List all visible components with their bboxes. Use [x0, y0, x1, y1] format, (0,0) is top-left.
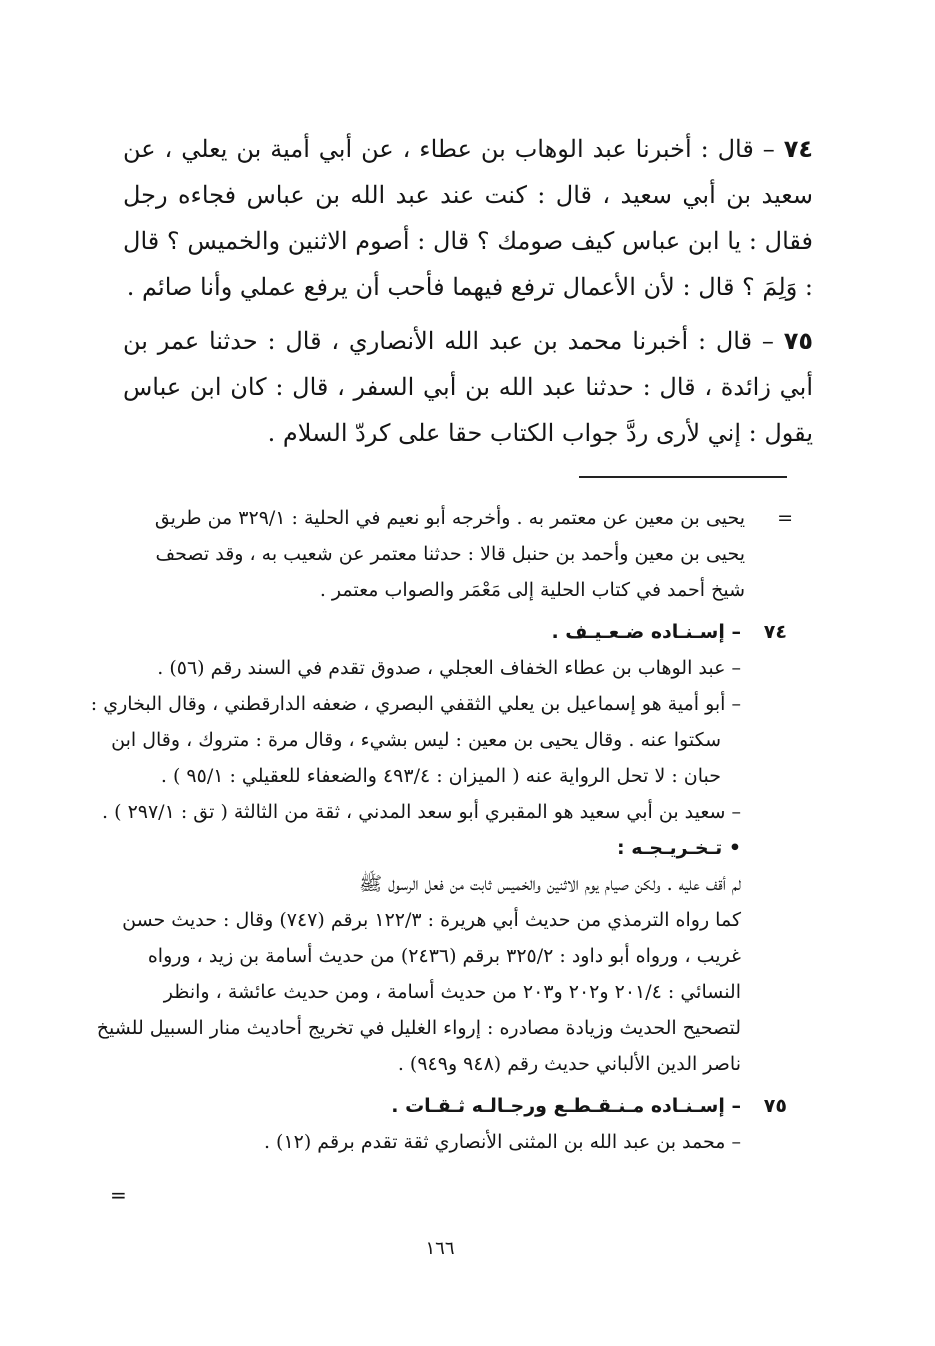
footnote-number: ٧٤ — [763, 621, 787, 643]
hadith-number: ٧٤ — [783, 135, 813, 163]
footnote-line: يحيى بن معين عن معتمر به . وأخرجه أبو نعيم في الحلية : ٣٢٩/١ من طريق — [154, 507, 745, 529]
narrator-item: – أبو أمية هو إسماعيل بن يعلي الثقفي البصري ، ضعفه الدارقطني ، وقال البخاري : — [90, 693, 741, 715]
paragraph-74 — [123, 126, 813, 310]
continuation-mark: = — [777, 507, 793, 529]
takhrij-line: غريب ، ورواه أبو داود : ٣٢٥/٢ برقم (٢٤٣٦) من حديث أسامة بن زيد ، ورواه — [147, 945, 741, 967]
footnote-heading-text: – إسـنـاده مـنـقـطـع ورجـالـه ثـقـات . — [391, 1095, 741, 1117]
paragraph-75 — [123, 318, 813, 456]
page-number: ١٦٦ — [425, 1238, 455, 1259]
footnotes — [90, 500, 793, 1160]
footnote-heading-74 — [123, 614, 787, 650]
footnote-line: يحيى بن معين وأحمد بن حنبل قالا : حدثنا معتمر عن شعيب به ، وقد تصحف — [155, 543, 745, 565]
takhrij-line: كما رواه الترمذي من حديث أبي هريرة : ١٢٢/٣ برقم (٧٤٧) وقال : حديث حسن — [122, 909, 741, 931]
continuation-mark: = — [110, 1183, 127, 1207]
takhrij-line: لتصحيح الحديث وزيادة مصادره : إرواء الغليل في تخريج أحاديث منار السبيل للشيخ — [96, 1017, 741, 1039]
footnote-number: ٧٥ — [763, 1095, 787, 1117]
narrator-item-continued: حبان : لا تحل الرواية عنه ( الميزان : ٤٩٣/٤ والضعفاء للعقيلي : ٩٥/١ ) . — [160, 765, 721, 787]
narrator-item: – سعيد بن أبي سعيد هو المقبري أبو سعد المدني ، ثقة من الثالثة ( تق : ٢٩٧/١ ) . — [102, 801, 741, 823]
footnote-line: شيخ أحمد في كتاب الحلية إلى مَعْمَر والصواب معتمر . — [319, 579, 745, 601]
footnote-separator — [579, 476, 787, 478]
takhrij-line: لم أقف عليه . ولكن صيام يوم الاثنين والخميس ثابت من فعل الرسول ﷺ — [359, 873, 741, 895]
narrator-item: – عبد الوهاب بن عطاء الخفاف العجلي ، صدوق تقدم في السند رقم (٥٦) . — [157, 657, 741, 679]
narrator-item-continued: سكتوا عنه . وقال يحيى بن معين : ليس بشيء ، وقال مرة : متروك ، وقال ابن — [111, 729, 721, 751]
takhrij-heading: • تـخـريـجـه : — [617, 837, 741, 859]
takhrij-line: ناصر الدين الألباني حديث رقم (٩٤٨ و٩٤٩) . — [397, 1053, 741, 1075]
continued-footnote — [123, 500, 793, 608]
footnote-heading-75 — [123, 1088, 787, 1124]
footnote-heading-text: – إسـنـاده ضـعـيـف . — [551, 621, 741, 643]
takhrij-line: النسائي : ٢٠١/٤ و٢٠٢ و٢٠٣ من حديث أسامة ، ومن حديث عائشة ، وانظر — [163, 981, 741, 1003]
main-text — [123, 126, 813, 464]
paragraph-text: – قال : أخبرنا عبد الوهاب بن عطاء ، عن أبي أمية بن يعلي ، عن سعيد بن أبي سعيد ، قال : كنت عند عبد الله بن عباس فجاءه رجل فقال : يا ابن عباس كيف صومك ؟ قال : أصوم الاثنين والخميس ؟ قال : وَلِمَ ؟ قال : لأن الأعمال ترفع فيهما فأحب أن يرفع عملي وأنا صائم . — [123, 135, 813, 301]
paragraph-text: – قال : أخبرنا محمد بن عبد الله الأنصاري ، قال : حدثنا عمر بن أبي زائدة ، قال : حدثنا عبد الله بن أبي السفر ، قال : كان ابن عباس يقول : إني لأرى ردَّ جواب الكتاب حقا على كردّ السلام . — [123, 327, 813, 447]
hadith-number: ٧٥ — [783, 327, 813, 355]
narrator-item: – محمد بن عبد الله بن المثنى الأنصاري ثقة تقدم برقم (١٢) . — [263, 1131, 741, 1153]
